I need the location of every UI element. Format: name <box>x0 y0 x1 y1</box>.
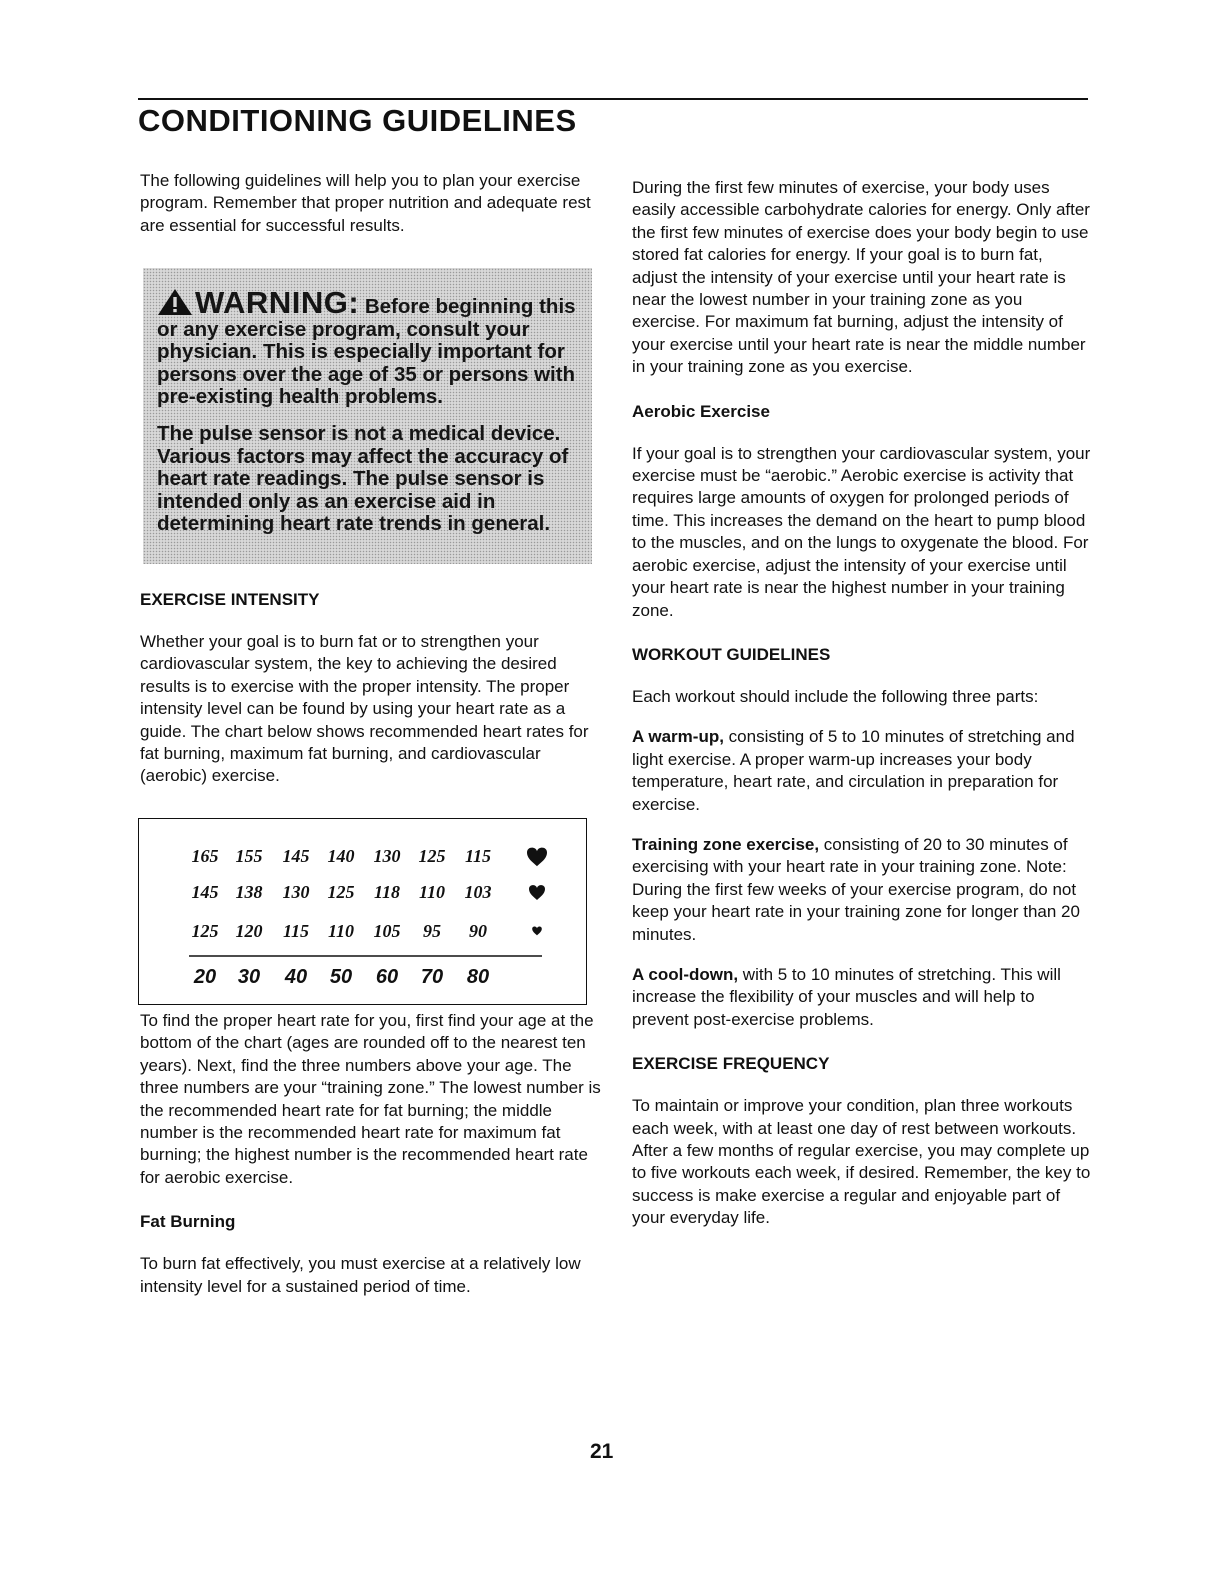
exercise-intensity-section <box>140 589 605 788</box>
training-zone-explanation <box>140 1010 605 1298</box>
aerobic-heading: Aerobic Exercise <box>632 401 770 421</box>
heart-rate-value: 165 <box>191 846 219 866</box>
heart-rate-value: 103 <box>464 882 492 902</box>
title-rule <box>138 98 1088 100</box>
aerobic-text: If your goal is to strengthen your cardiovascular system, your exercise must be “aerobic.” Aerobic exercise is activity that requires large amounts of oxygen for prolonged periods of time. This increases the demand on the heart to pump blood to the muscles, and on the lungs to oxygenate the blood. For aerobic exercise, adjust the intensity of your exercise until your heart rate is near the highest number in your training zone. <box>632 443 1091 620</box>
heart-rate-chart <box>138 818 587 1005</box>
heart-rate-value: 90 <box>469 921 487 941</box>
exercise-frequency-heading: EXERCISE FREQUENCY <box>632 1054 830 1074</box>
heart-rate-value: 155 <box>235 846 263 866</box>
warning-paragraph-1 <box>157 285 578 409</box>
exercise-frequency-text: To maintain or improve your condition, plan three workouts each week, with at least one day of rest between workouts. After a few months of regular exercise, you may complete up to five workouts each week, if desired. Remember, the key to success is make exercise a regular and enjoyable part of your everyday life. <box>632 1096 1091 1228</box>
page-number: 21 <box>590 1440 614 1463</box>
cooldown-text: with 5 to 10 minutes of stretching. This will increase the flexibility of your muscles and will help to prevent post-exercise problems. <box>632 964 1061 1029</box>
training-zone-text: To find the proper heart rate for you, first find your age at the bottom of the chart (ages are rounded off to the nearest ten years). Next, find the three numbers above your age. The three numbers are your “training zone.” The lowest number is the recommended heart rate for fat burning; the middle number is the recommended heart rate for maximum fat burning; the highest number is the recommended heart rate for aerobic exercise. <box>140 1011 601 1187</box>
warning-text-1: Before beginning this or any exercise program, consult your physician. This is especially important for persons over the age of 35 or persons with pre-existing health problems. <box>157 295 576 409</box>
intro-text: The following guidelines will help you to plan your exercise program. Remember that proper nutrition and adequate rest are essential for successful results. <box>140 171 591 235</box>
warmup-lead: A warm-up, <box>632 727 724 747</box>
heart-rate-value: 95 <box>423 921 441 941</box>
fat-burning-text-1: To burn fat effectively, you must exercise at a relatively low intensity level for a sustained period of time. <box>140 1254 581 1296</box>
page-title: CONDITIONING GUIDELINES <box>138 103 577 138</box>
heart-rate-value: 130 <box>282 882 310 902</box>
training-zone-lead: Training zone exercise, <box>632 834 820 854</box>
heart-rate-value: 125 <box>191 921 219 941</box>
warning-box <box>143 268 592 564</box>
heart-rate-value: 118 <box>373 882 401 902</box>
heart-rate-chart-svg <box>139 819 585 1003</box>
intro-paragraph <box>140 170 605 237</box>
warning-label: WARNING: <box>195 285 360 320</box>
heart-rate-value: 140 <box>327 846 355 866</box>
heart-rate-value: 110 <box>327 921 355 941</box>
heart-rate-value: 115 <box>282 921 310 941</box>
heart-rate-value: 138 <box>235 882 263 902</box>
heart-rate-value: 120 <box>235 921 263 941</box>
heart-rate-value: 125 <box>327 882 355 902</box>
fat-burning-heading: Fat Burning <box>140 1212 236 1232</box>
age-label: 20 <box>193 966 217 988</box>
workout-guidelines-heading: WORKOUT GUIDELINES <box>632 644 831 664</box>
age-label: 80 <box>466 966 490 988</box>
age-label: 40 <box>284 966 308 988</box>
exercise-intensity-text: Whether your goal is to burn fat or to strengthen your cardiovascular system, the key to achieving the desired results is to exercise with the proper intensity. The proper intensity level can be found by using your heart rate as a guide. The chart below shows recommended heart rates for fat burning, maximum fat burning, and cardiovascular (aerobic) exercise. <box>140 632 589 786</box>
training-zone-body: consisting of 20 to 30 minutes of exercising with your heart rate in your training zone. Note: During the first few weeks of your exercise program, do not keep your heart rate in your training zone for longer than 20 minutes. <box>632 834 1080 944</box>
age-label: 50 <box>329 966 353 988</box>
training-zone-paragraph <box>632 834 1092 946</box>
exercise-intensity-heading: EXERCISE INTENSITY <box>140 590 320 609</box>
age-label: 70 <box>420 966 444 988</box>
heart-icon <box>532 926 542 935</box>
heart-rate-value: 115 <box>464 846 492 866</box>
heart-rate-value: 145 <box>282 846 310 866</box>
age-label: 30 <box>237 966 261 988</box>
heart-rate-value: 130 <box>373 846 401 866</box>
heart-icon <box>527 848 547 867</box>
heart-rate-value: 105 <box>373 921 401 941</box>
heart-rate-value: 110 <box>418 882 446 902</box>
warmup-paragraph <box>632 726 1092 816</box>
fat-burning-text-2: During the first few minutes of exercise, your body uses easily accessible carbohydrate calories for energy. Only after the first few minutes of exercise does your body begin to use stored fat calories for energy. If your goal is to burn fat, adjust the intensity of your exercise until your heart rate is near the lowest number in your training zone as you exercise. For maximum fat burning, adjust the intensity of your exercise until your heart rate is near the middle number in your training zone as you exercise. <box>632 178 1090 377</box>
warmup-text: consisting of 5 to 10 minutes of stretching and light exercise. A proper warm-up increases your body temperature, heart rate, and circulation in preparation for exercise. <box>632 727 1075 814</box>
heart-icon <box>529 885 545 900</box>
warning-text-2: The pulse sensor is not a medical device. Various factors may affect the accuracy of heart rate readings. The pulse sensor is intended only as an exercise aid in determining heart rate trends in general. <box>157 421 569 536</box>
right-column <box>632 177 1092 1230</box>
age-label: 60 <box>375 966 399 988</box>
workout-intro: Each workout should include the following three parts: <box>632 686 1039 706</box>
warning-triangle-icon <box>157 288 193 316</box>
heart-rate-value: 145 <box>191 882 219 902</box>
cooldown-lead: A cool-down, <box>632 964 739 984</box>
heart-rate-value: 125 <box>418 846 446 866</box>
cooldown-paragraph <box>632 964 1092 1031</box>
